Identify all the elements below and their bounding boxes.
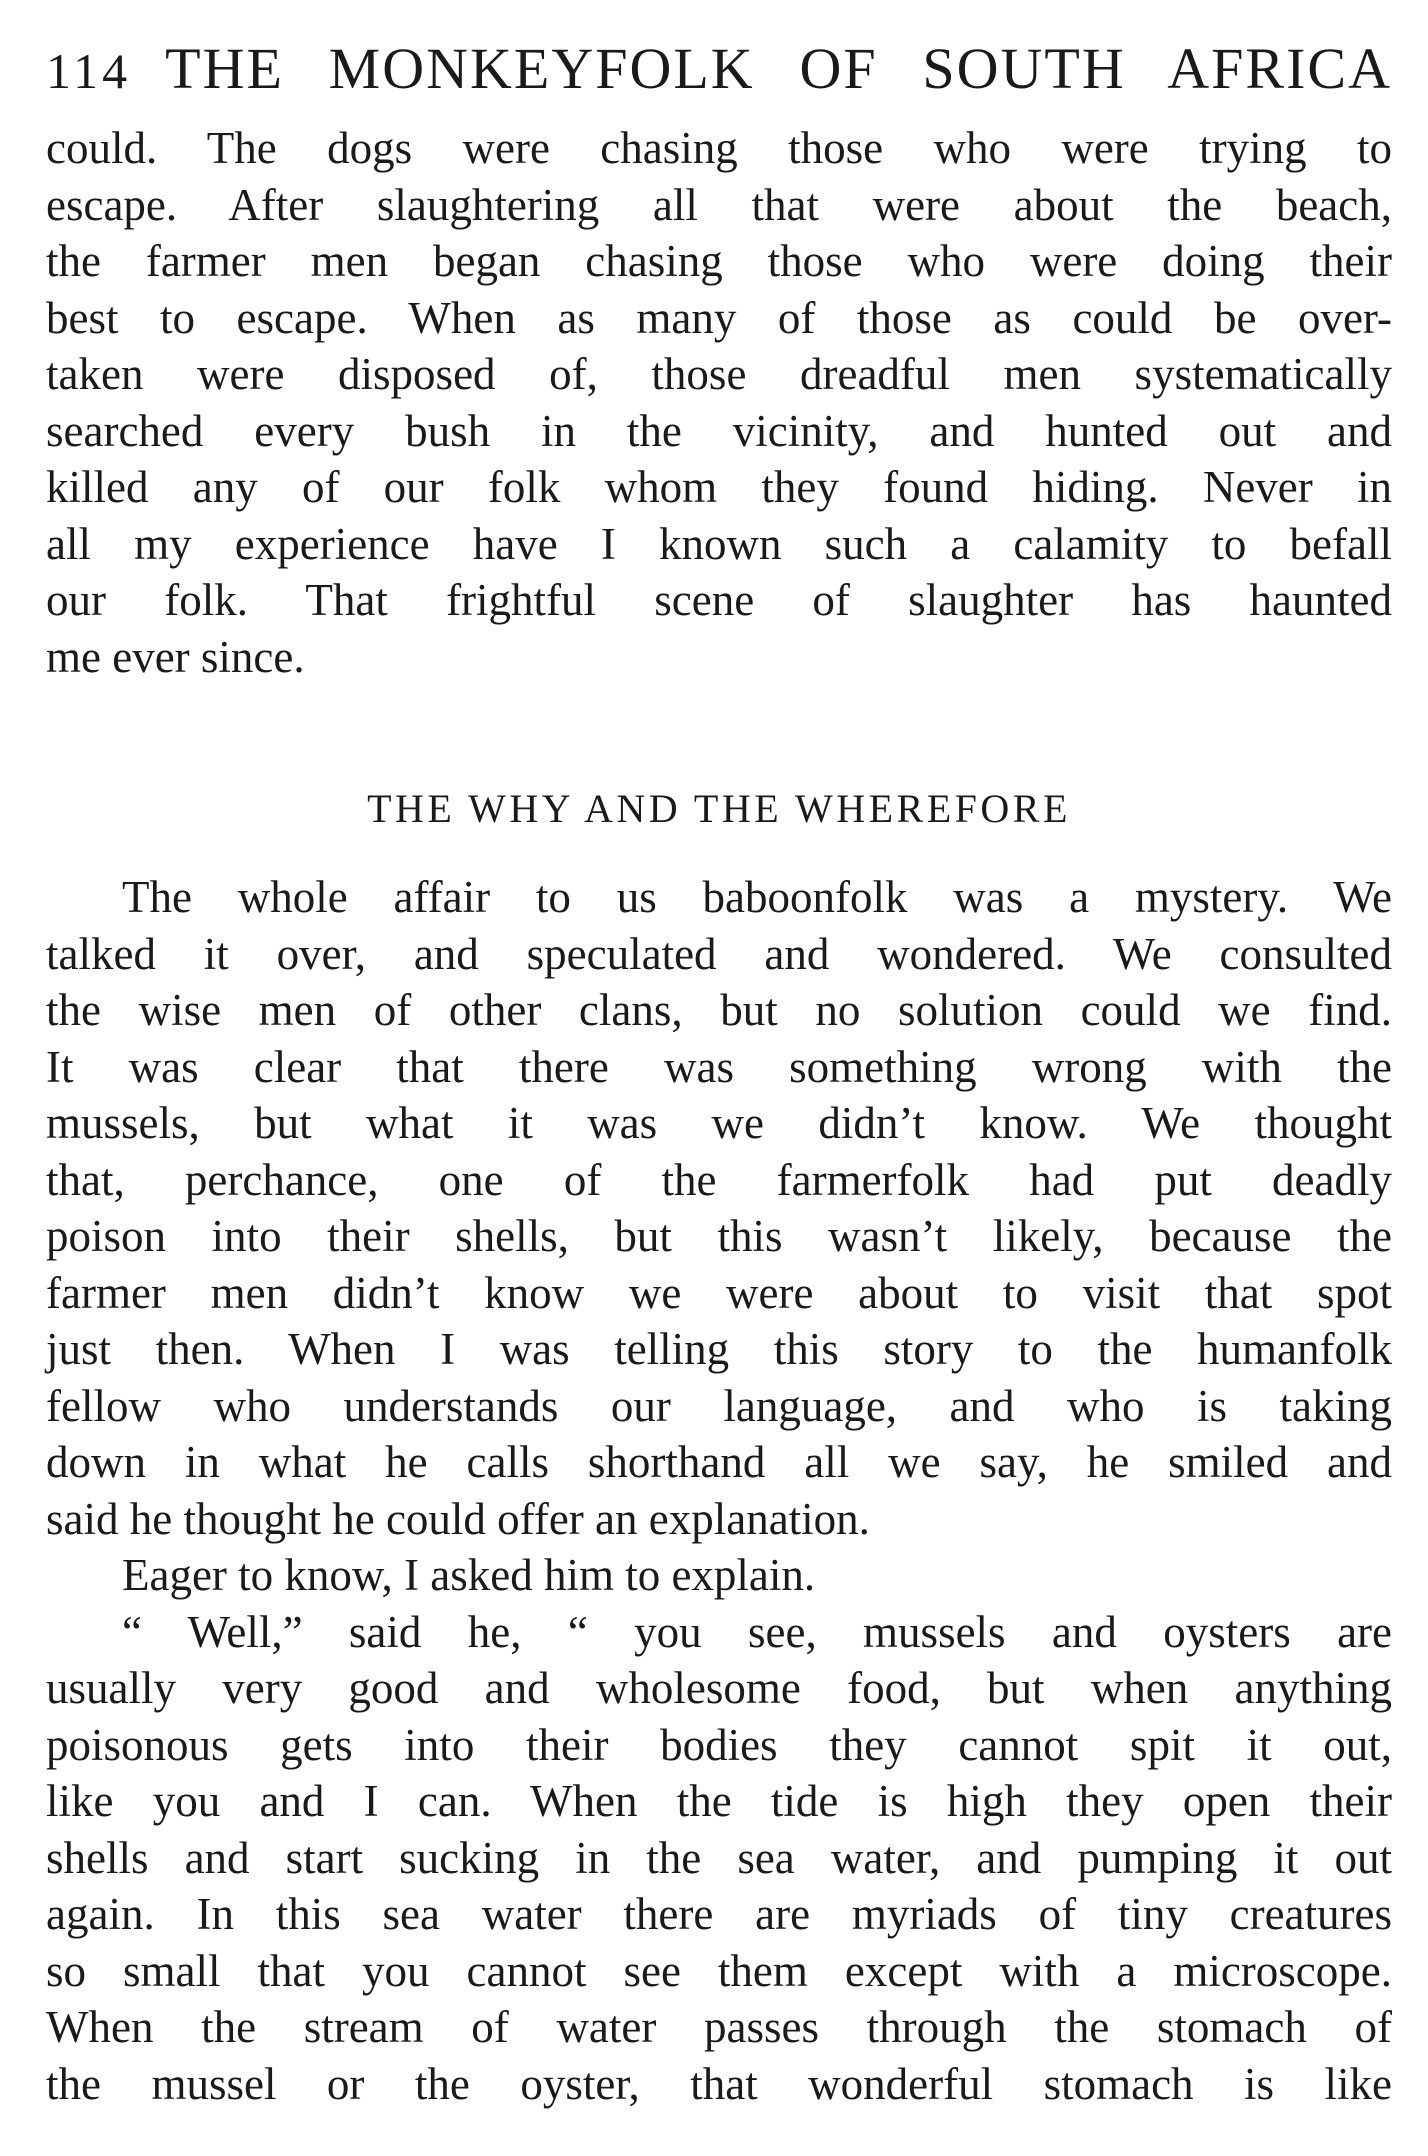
page-number: 114 <box>46 43 132 99</box>
text-line: It was clear that there was something wrong with the <box>46 1041 1392 1092</box>
text-line: usually very good and wholesome food, but when anything <box>46 1663 1392 1713</box>
book-page <box>46 36 1392 2112</box>
paragraph-mystery <box>46 869 1392 1547</box>
text-line: killed any of our folk whom they found hiding. Never in <box>46 462 1392 512</box>
text-line: all my experience have I known such a calamity to befall <box>46 518 1392 569</box>
paragraph-explanation <box>46 1604 1392 2113</box>
text-line: just then. When I was telling this story to the humanfolk <box>46 1324 1392 1374</box>
text-line: poison into their shells, but this wasn’t likely, because the <box>46 1211 1392 1261</box>
text-line: the farmer men began chasing those who were doing their <box>46 236 1392 286</box>
text-line: that, perchance, one of the farmerfolk had put deadly <box>46 1154 1392 1205</box>
paragraph-eager <box>46 1547 1392 1604</box>
text-line: taken were disposed of, those dreadful men systematically <box>46 349 1392 399</box>
text-line: searched every bush in the vicinity, and hunted out and <box>46 405 1392 456</box>
text-line: escape. After slaughtering all that were about the beach, <box>46 179 1392 230</box>
text-line: me ever since. <box>46 631 305 682</box>
text-line: When the stream of water passes through the stomach of <box>46 2002 1392 2052</box>
text-line: “ Well,” said he, “ you see, mussels and oysters are <box>122 1606 1392 1657</box>
text-line: like you and I can. When the tide is high they open their <box>46 1776 1392 1826</box>
text-line: could. The dogs were chasing those who were trying to <box>46 123 1392 173</box>
text-line: shells and start sucking in the sea water, and pumping it out <box>46 1832 1392 1883</box>
section-heading: THE WHY AND THE WHEREFORE <box>367 786 1071 831</box>
text-line: down in what he calls shorthand all we say, he smiled and <box>46 1437 1392 1487</box>
text-line: mussels, but what it was we didn’t know. We thought <box>46 1098 1392 1148</box>
running-head <box>46 36 1392 101</box>
text-line: said he thought he could offer an explanation. <box>46 1493 870 1544</box>
text-line: the mussel or the oyster, that wonderful stomach is like <box>46 2058 1392 2109</box>
text-line: our folk. That frightful scene of slaughter has haunted <box>46 575 1392 625</box>
text-line: farmer men didn’t know we were about to visit that spot <box>46 1267 1392 1318</box>
text-line: Eager to know, I asked him to explain. <box>122 1550 816 1600</box>
text-line: best to escape. When as many of those as could be over- <box>46 292 1392 343</box>
text-line: The whole affair to us baboonfolk was a mystery. We <box>122 872 1392 922</box>
text-line: so small that you cannot see them except with a microscope. <box>46 1945 1392 1996</box>
text-line: the wise men of other clans, but no solution could we find. <box>46 985 1392 1035</box>
text-line: talked it over, and speculated and wondered. We consulted <box>46 928 1392 979</box>
book-title: THE MONKEYFOLK OF SOUTH AFRICA <box>165 36 1392 101</box>
text-line: again. In this sea water there are myriads of tiny creatures <box>46 1889 1392 1939</box>
text-line: poisonous gets into their bodies they cannot spit it out, <box>46 1719 1392 1770</box>
text-line: fellow who understands our language, and who is taking <box>46 1380 1392 1431</box>
paragraph-slaughter <box>46 120 1392 685</box>
